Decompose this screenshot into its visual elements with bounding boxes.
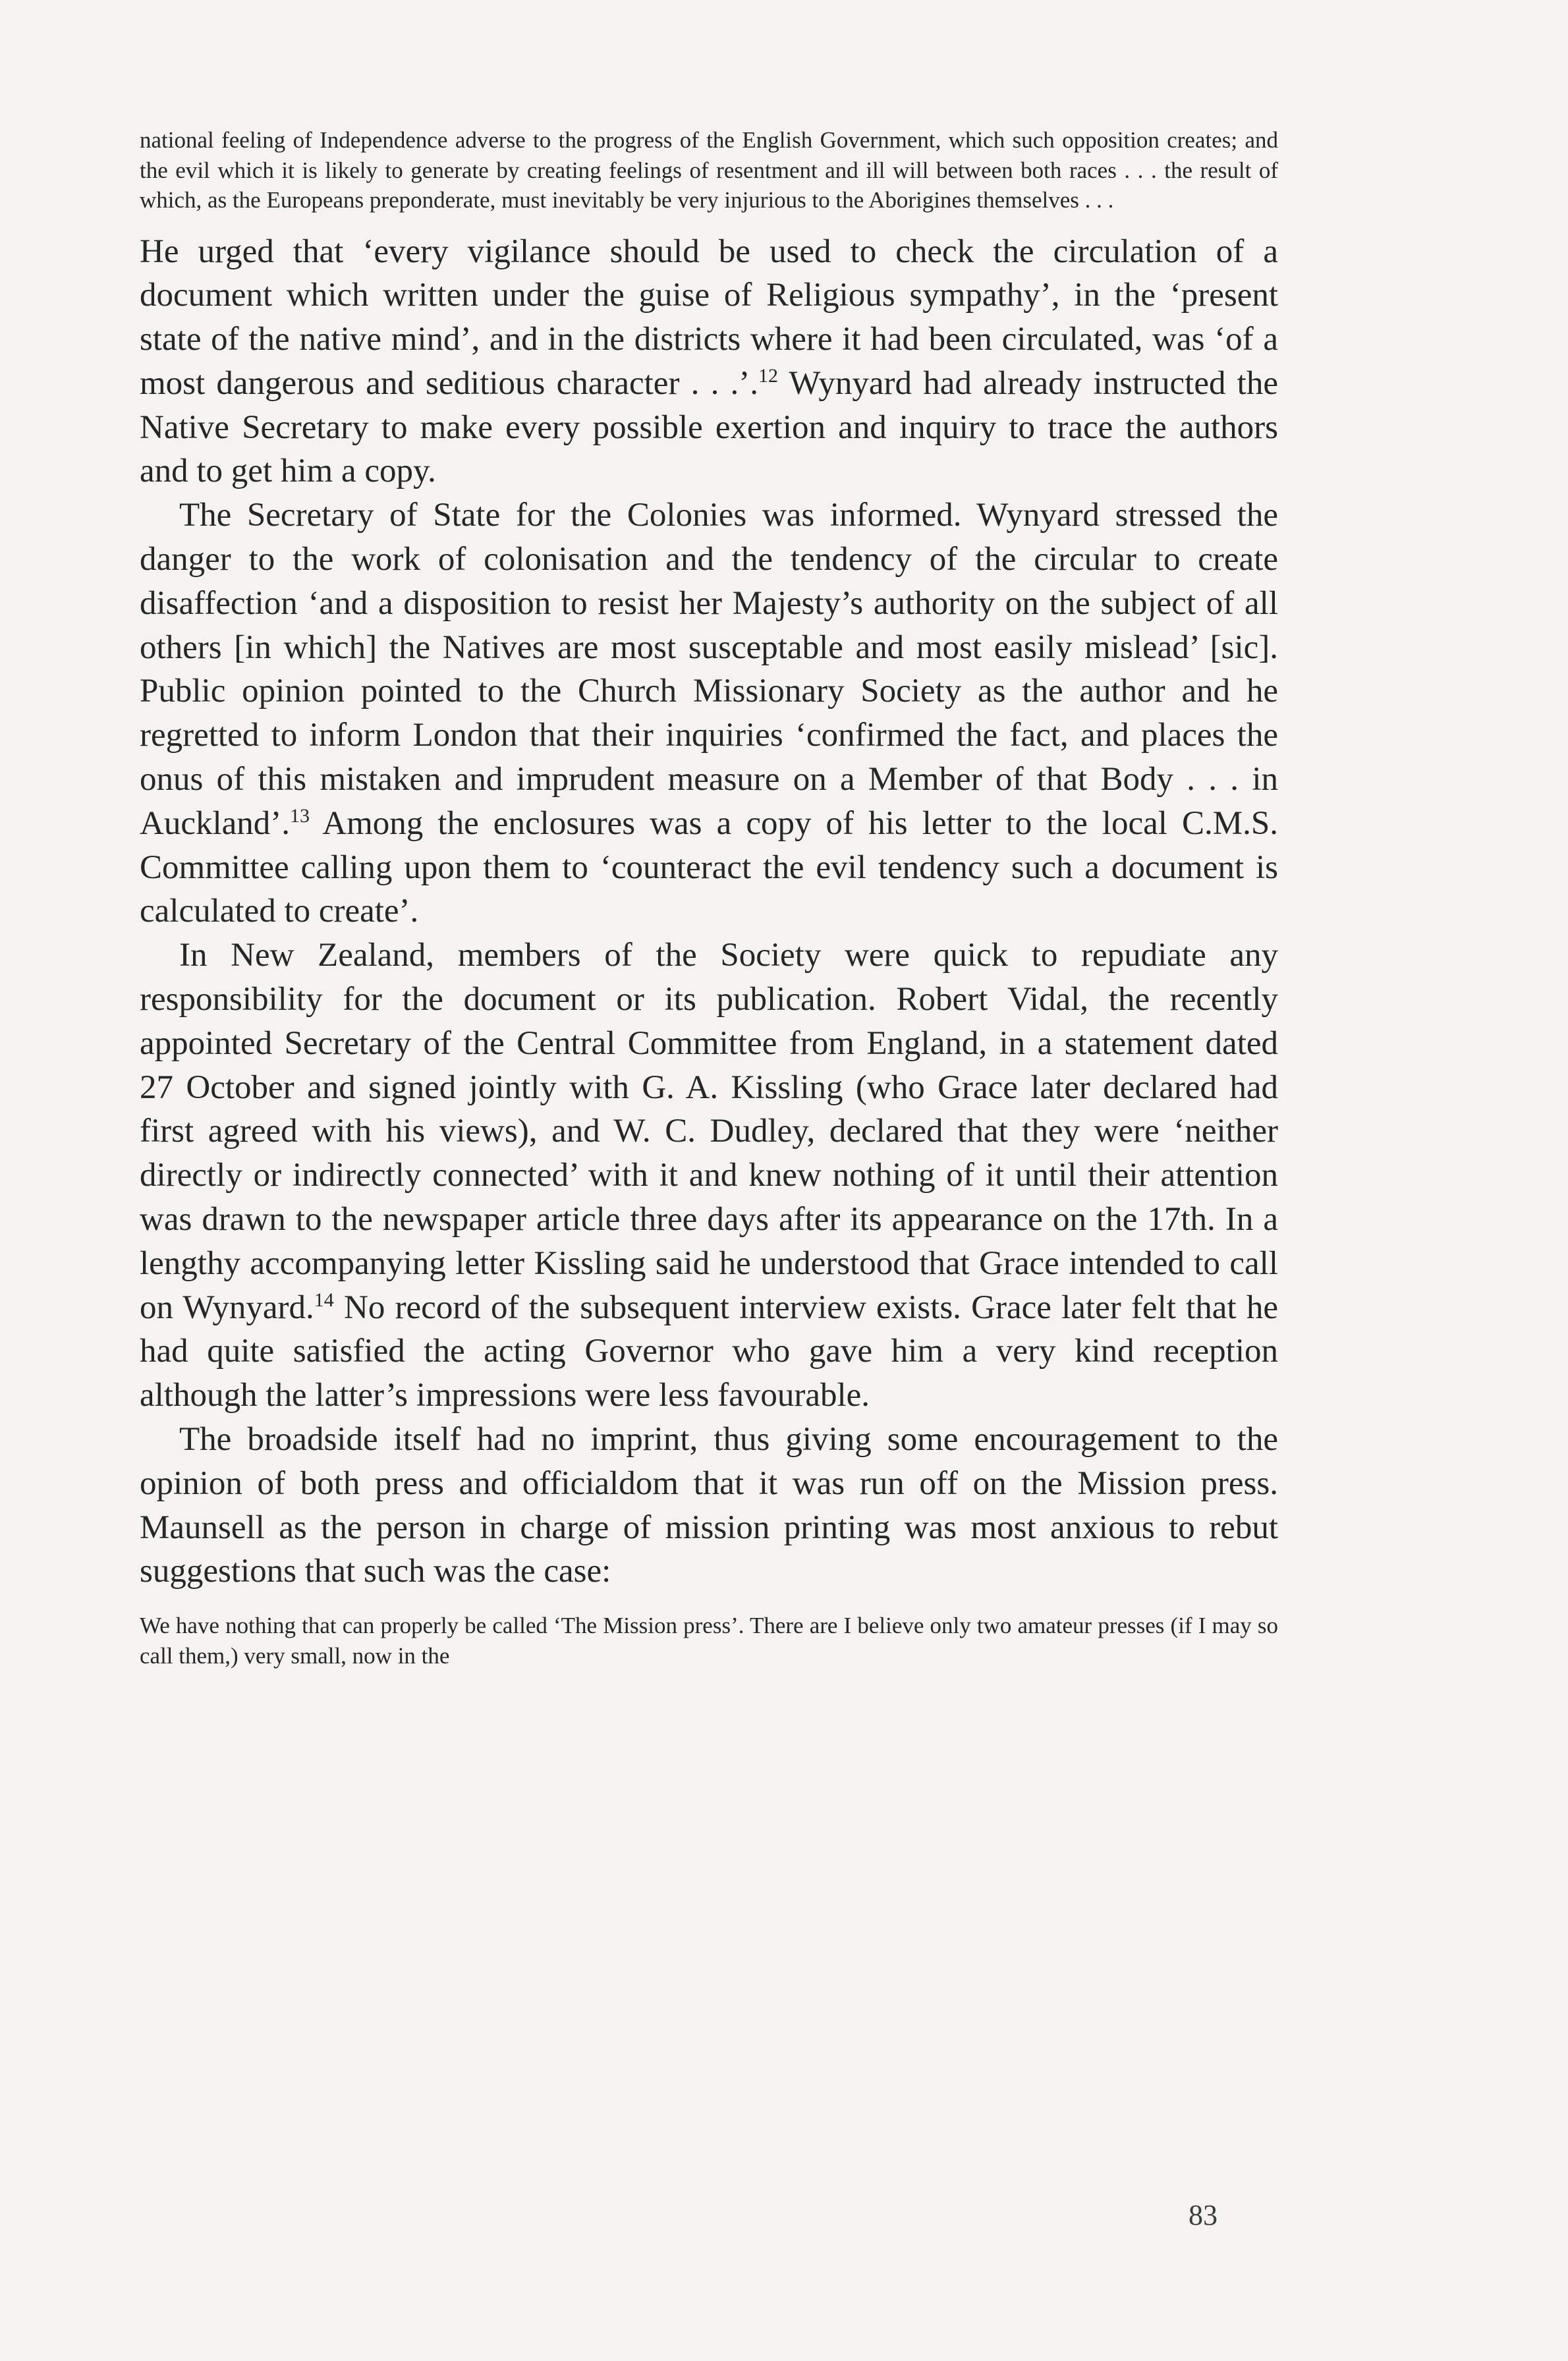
paragraph-3-text: In New Zealand, members of the Society were quick to repudiate any responsibility for the document or its publication. Robert Vidal, the recently appointed Secretary of the Central Committee from England, in a statement dated 27 October and signed jointly with G. A. Kissling (who Grace later declared had first agreed with his views), and W. C. Dudley, declared that they were ‘neither directly or indirectly connected’ with it and knew nothing of it until their attention was drawn to the newspaper article three days after its appearance on the 17th. In a lengthy accompanying letter Kissling said he understood that Grace intended to call on Wynyard. <box>140 937 1278 1326</box>
paragraph-2-text: The Secretary of State for the Colonies was informed. Wynyard stressed the danger to the work of colonisation and the tendency of the circular to create disaffection ‘and a disposition to resist her Majesty’s authority on the subject of all others [in which] the Natives are most susceptable and most easily mislead’ [sic]. Public opinion pointed to the Church Missionary Society as the author and he regretted to inform London that their inquiries ‘confirmed the fact, and places the onus of this mistaken and imprudent measure on a Member of that Body . . . in Auckland’. <box>140 497 1278 842</box>
paragraph-4 <box>140 1418 1278 1594</box>
page-body <box>140 125 1278 1671</box>
paragraph-3 <box>140 933 1278 1418</box>
paragraph-1-text-cont: Wynyard had already instructed the Native Secretary to make every possible exertion and inquiry to trace the authors and to get him a copy. <box>140 364 1278 490</box>
paragraph-3-text-cont: No record of the subsequent interview exists. Grace later felt that he had quite satisfied the acting Governor who gave him a very kind reception although the latter’s impressions were less favourable. <box>140 1289 1278 1414</box>
paragraph-1 <box>140 230 1278 494</box>
footnote-ref-12: 12 <box>758 364 779 387</box>
footnote-ref-13: 13 <box>290 804 310 827</box>
footnote-ref-14: 14 <box>314 1289 334 1311</box>
paragraph-4-text: The broadside itself had no imprint, thus giving some encouragement to the opinion of both press and officialdom that it was run off on the Mission press. Maunsell as the person in charge of mission printing was most anxious to rebut suggestions that such was the case: <box>140 1421 1278 1590</box>
page-number: 83 <box>1189 2199 1218 2231</box>
block-quote-bottom: We have nothing that can properly be called ‘The Mission press’. There are I believe only two amateur presses (if I may so call them,) very small, now in the <box>140 1613 1278 1669</box>
block-quote-top: national feeling of Independence adverse to the progress of the English Government, which such opposition creates; and the evil which it is likely to generate by creating feelings of resentment and ill will between both races . . . the result of which, as the Europeans preponderate, must inevitably be very injurious to the Aborigines themselves . . . <box>140 127 1278 213</box>
paragraph-2-text-cont: Among the enclosures was a copy of his letter to the local C.M.S. Committee calling upon them to ‘counteract the evil tendency such a document is calculated to create’. <box>140 804 1278 930</box>
paragraph-2 <box>140 493 1278 933</box>
paragraph-1-text: He urged that ‘every vigilance should be used to check the circulation of a document which written under the guise of Religious sympathy’, in the ‘present state of the native mind’, and in the districts where it had been circulated, was ‘of a most dangerous and seditious character . . .’. <box>140 233 1278 402</box>
